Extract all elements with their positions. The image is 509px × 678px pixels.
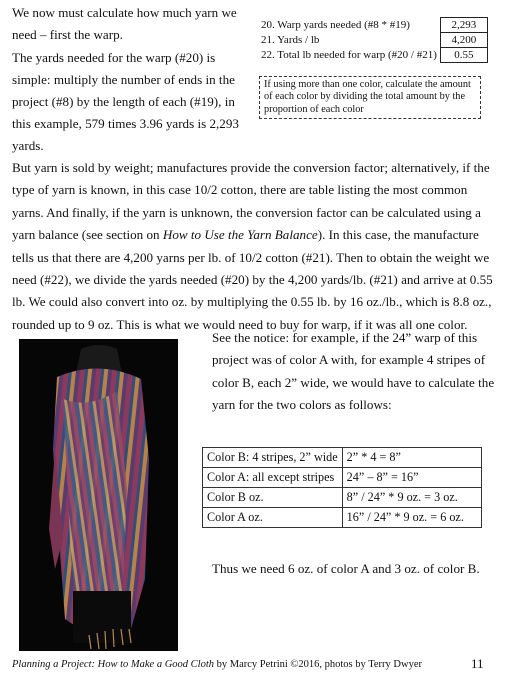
table-row: [203, 488, 482, 508]
color-formula: 16” / 24” * 9 oz. = 6 oz.: [342, 508, 481, 528]
color-formula: 24” – 8” = 16”: [342, 468, 481, 488]
table-row: [258, 18, 487, 33]
table-row: [203, 448, 482, 468]
yarn-weight-paragraph: [12, 157, 500, 336]
conclusion-paragraph: Thus we need 6 oz. of color A and 3 oz. of color B.: [212, 561, 480, 576]
table-row: [258, 33, 487, 48]
calc-label: 22. Total lb needed for warp (#20 / #21): [261, 48, 437, 61]
color-label: Color A: all except stripes: [203, 468, 343, 488]
table-row: [258, 48, 487, 63]
calc-label: 20. Warp yards needed (#8 * #19): [261, 18, 410, 31]
calc-label: 21. Yards / lb: [261, 33, 320, 46]
shawl-photo: [19, 339, 178, 651]
color-formula: 8” / 24” * 9 oz. = 3 oz.: [342, 488, 481, 508]
footer-credit: by Marcy Petrini ©2016, photos by Terry Dwyer: [214, 659, 422, 670]
warp-calculation-paragraph: The yards needed for the warp (#20) is simple: multiply the number of ends in the project (#8) by the length of each (#19), in this example, 579 times 3.96 yards is 2,293 yards.: [12, 50, 239, 153]
main-text-start: But yarn is sold by weight; manufactures provide the conversion factor; alternatively, if the type of yarn is known, in this case 10/2 cotton, there are table listing the most common yarns. And finally, if the yarn is unknown, the conversion factor can be calculated using a yarn balance (see section on: [12, 160, 490, 243]
color-formula: 2” * 4 = 8”: [342, 448, 481, 468]
color-calculation-table: [202, 447, 482, 528]
page-footer: [12, 659, 422, 670]
table-row: [203, 508, 482, 528]
calc-value: 2,293: [440, 18, 487, 33]
table-row: [203, 468, 482, 488]
calc-value: 0.55: [440, 48, 487, 63]
notice-paragraph: See the notice: for example, if the 24” warp of this project was of color A with, for example 4 stripes of color B, each 2” wide, we would have to calculate the yarn for the two colors as follows:: [212, 330, 495, 413]
woven-shawl-image: [19, 339, 178, 651]
color-label: Color B oz.: [203, 488, 343, 508]
main-text-end: ). In this case, the manufacture tells us that there are 4,200 yarns per lb. of 10/2 cotton (#21). Then to obtain the weight we need (#22), we divide the yards needed (#20) by the 4,200 yards/lb. (#21) and arrive at 0.55 lb. We could also convert into oz. by multiplying the 0.55 lb. by 16 oz./lb., which is 8.8 oz., rounded up to 9 oz. This is what we would need to buy for warp, if it was all one color.: [12, 227, 493, 332]
color-label: Color A oz.: [203, 508, 343, 528]
footer-title: Planning a Project: How to Make a Good Cloth: [12, 659, 215, 670]
yarn-balance-reference: How to Use the Yarn Balance: [162, 227, 318, 243]
intro-paragraph: We now must calculate how much yarn we need – first the warp.: [12, 5, 237, 42]
calc-value: 4,200: [440, 33, 487, 48]
color-label: Color B: 4 stripes, 2” wide: [203, 448, 343, 468]
page-number: 11: [471, 656, 484, 671]
yarn-calculation-table: [258, 17, 488, 63]
multicolor-note-box: If using more than one color, calculate the amount of each color by dividing the total amount by the proportion of each color: [259, 76, 481, 119]
